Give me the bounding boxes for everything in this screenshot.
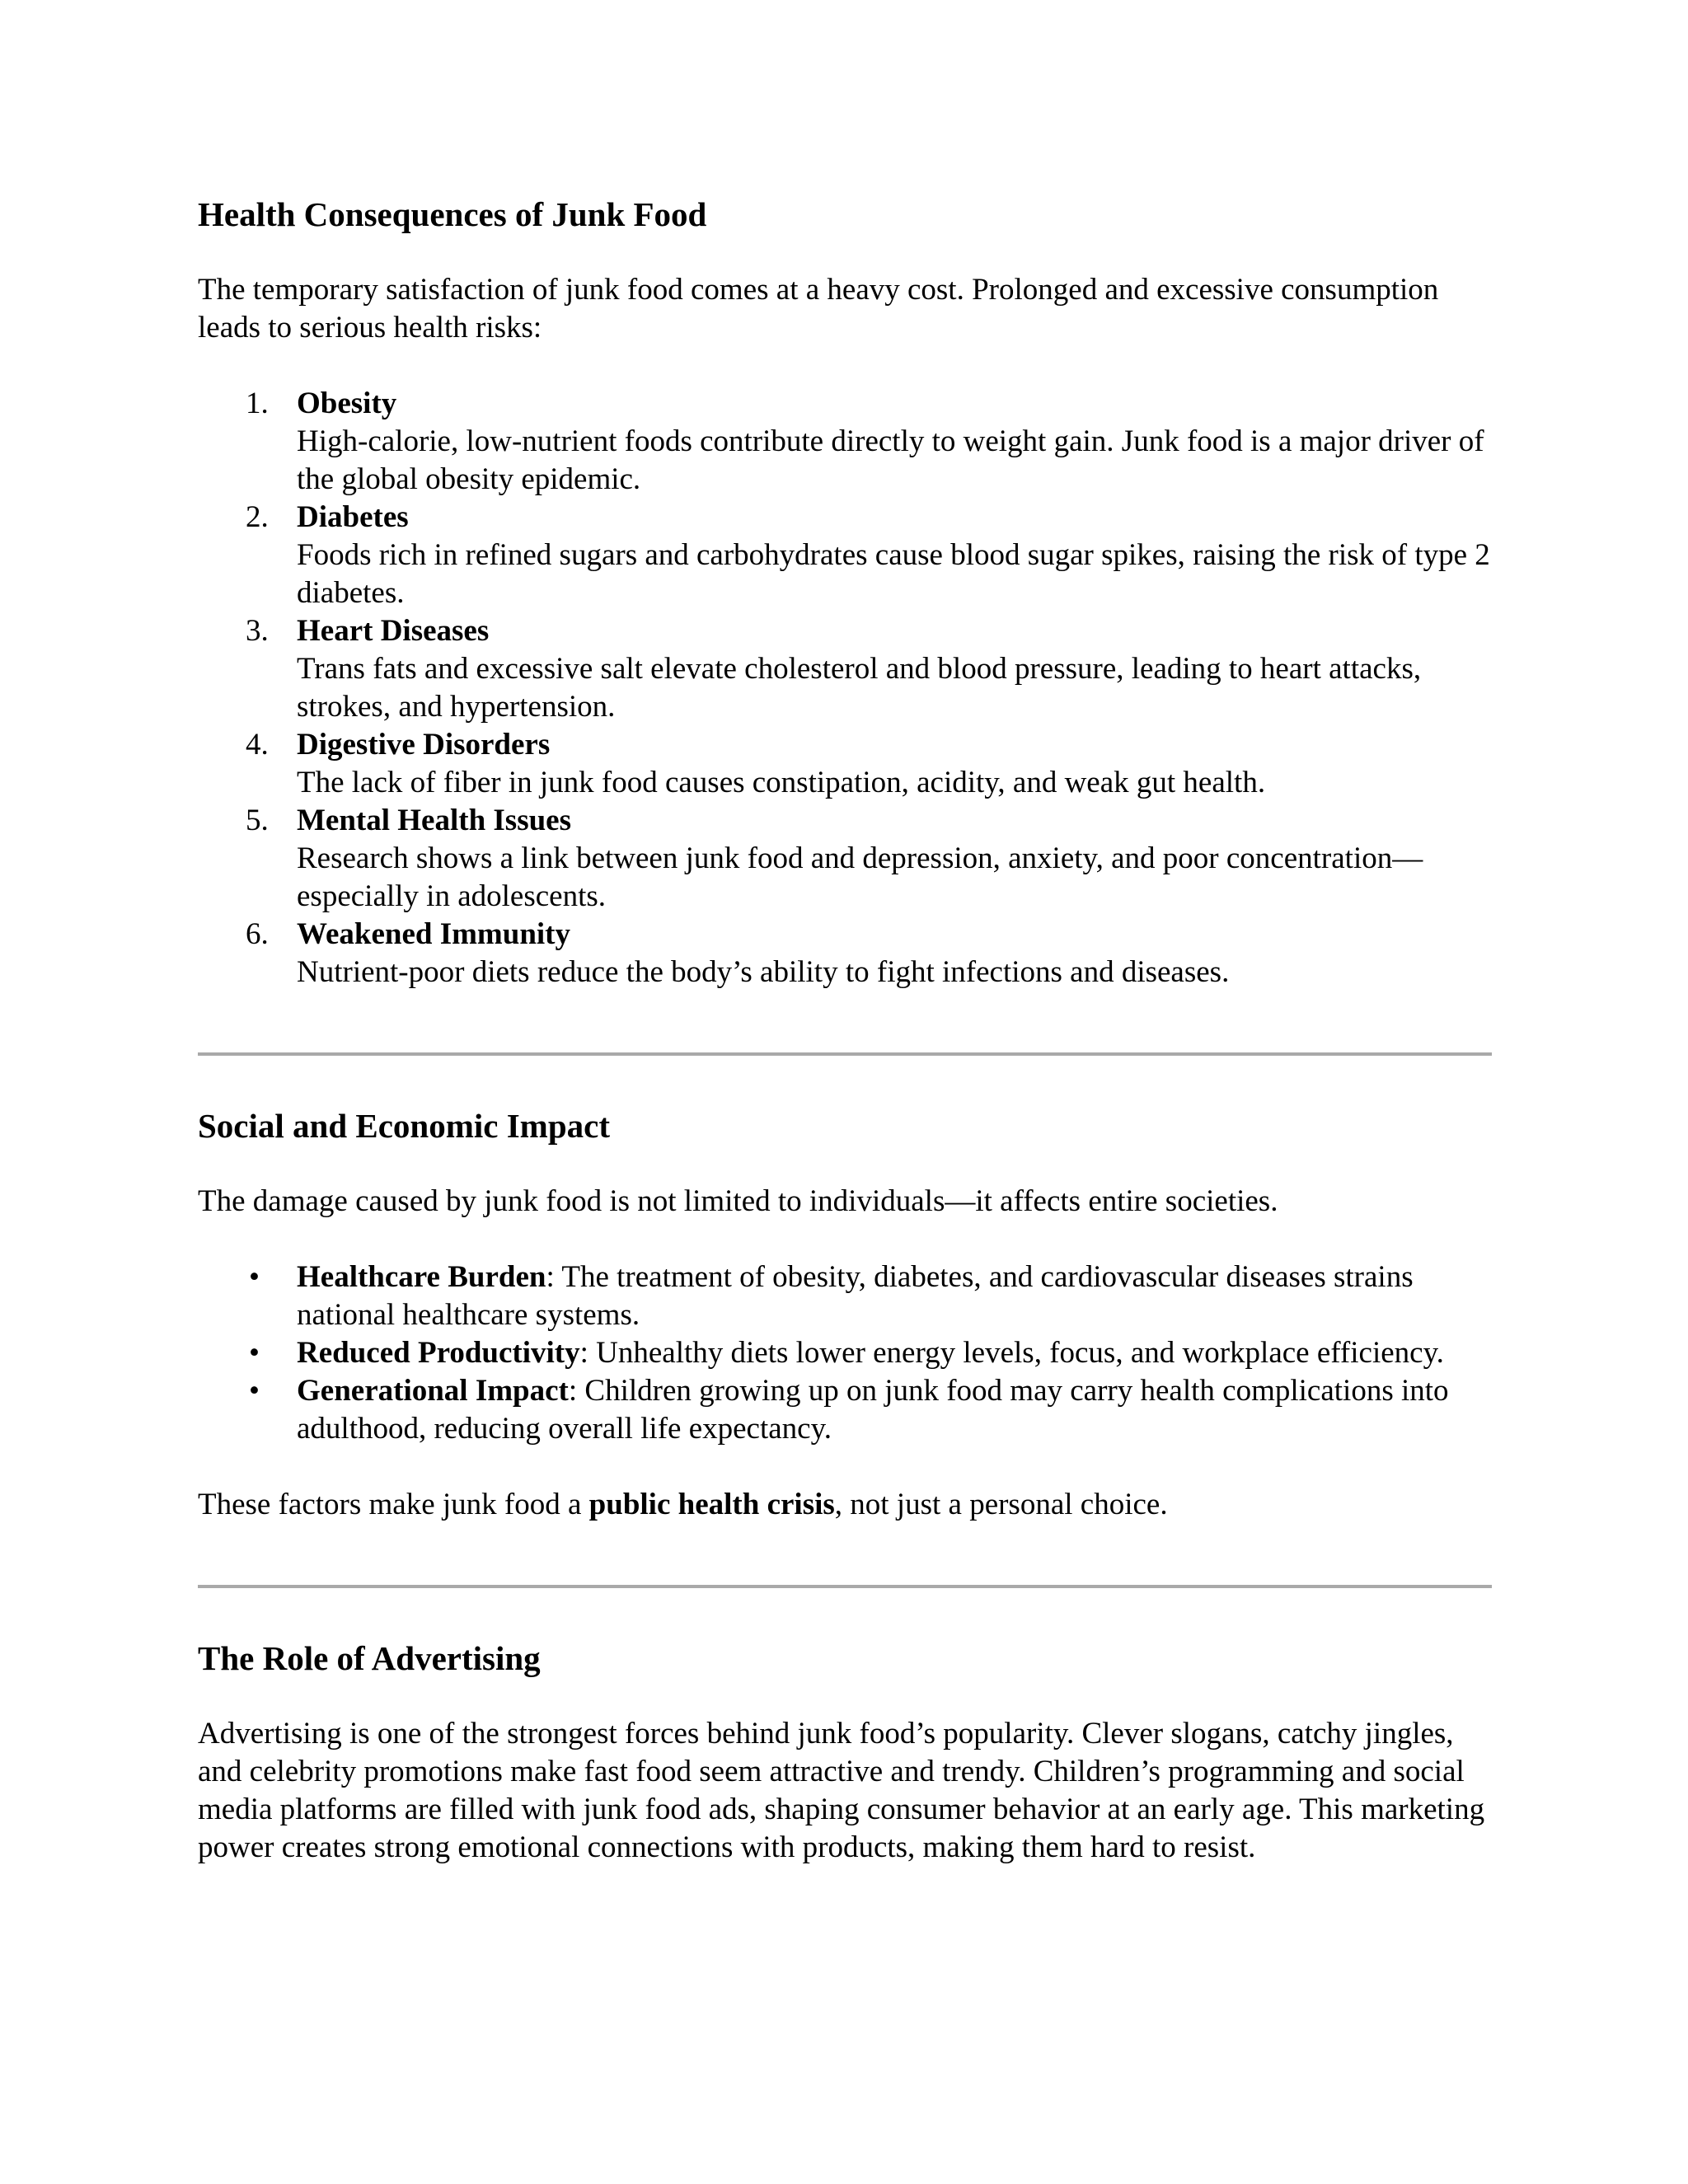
list-number: 4. <box>246 728 269 762</box>
list-item <box>198 499 1492 612</box>
list-item <box>198 802 1492 916</box>
list-item <box>198 385 1492 499</box>
item-title: Heart Diseases <box>297 614 490 648</box>
advertising-body: Advertising is one of the strongest forces behind junk food’s popularity. Clever slogans, catchy jingles, and celebrity promotions make fast food seem attractive and trendy. Children’s programming and social media platforms are filled with junk food ads, shaping consumer behavior at an early age. This marketing power creates strong emotional connections with products, making them hard to resist. <box>198 1717 1485 1864</box>
item-description: Research shows a link between junk food and depression, anxiety, and poor concentration—especially in adolescents. <box>297 841 1423 913</box>
item-term: Generational Impact <box>297 1374 569 1408</box>
item-description: Foods rich in refined sugars and carbohydrates cause blood sugar spikes, raising the risk of type 2 diabetes. <box>297 538 1490 610</box>
health-intro: The temporary satisfaction of junk food comes at a heavy cost. Prolonged and excessive consumption leads to serious health risks: <box>198 273 1439 344</box>
closing-emphasis: public health crisis <box>588 1488 835 1521</box>
item-text: : Children growing up on junk food may carry health complications into adulthood, reducing overall life expectancy. <box>297 1374 1449 1446</box>
social-closing <box>198 1486 1492 1524</box>
item-title: Weakened Immunity <box>297 917 571 951</box>
list-item <box>198 1372 1492 1448</box>
bullet-icon: • <box>249 1374 260 1408</box>
section-heading-social: Social and Economic Impact <box>198 1107 610 1145</box>
list-number: 3. <box>246 614 269 648</box>
section-heading-health: Health Consequences of Junk Food <box>198 195 707 233</box>
horizontal-divider <box>198 1585 1492 1588</box>
item-title: Obesity <box>297 387 397 420</box>
item-description: Trans fats and excessive salt elevate cholesterol and blood pressure, leading to heart attacks, strokes, and hypertension. <box>297 652 1422 724</box>
document-page <box>198 194 1492 1867</box>
bullet-icon: • <box>249 1336 260 1370</box>
horizontal-divider <box>198 1052 1492 1056</box>
list-item <box>198 916 1492 991</box>
closing-text-start: These factors make junk food a <box>198 1488 589 1521</box>
item-title: Diabetes <box>297 500 409 534</box>
health-risks-list <box>198 385 1492 991</box>
item-title: Mental Health Issues <box>297 804 571 837</box>
list-number: 2. <box>246 500 269 534</box>
item-text: : The treatment of obesity, diabetes, and cardiovascular diseases strains national healthcare systems. <box>297 1260 1414 1332</box>
list-item <box>198 1334 1492 1372</box>
list-item <box>198 726 1492 802</box>
list-number: 5. <box>246 804 269 837</box>
item-term: Reduced Productivity <box>297 1336 580 1370</box>
impact-bullet-list <box>198 1258 1492 1448</box>
item-text: : Unhealthy diets lower energy levels, focus, and workplace efficiency. <box>579 1336 1444 1370</box>
list-item <box>198 1258 1492 1334</box>
bullet-icon: • <box>249 1260 260 1294</box>
social-intro: The damage caused by junk food is not limited to individuals—it affects entire societies. <box>198 1184 1278 1218</box>
item-title: Digestive Disorders <box>297 728 551 762</box>
list-number: 6. <box>246 917 269 951</box>
item-description: High-calorie, low-nutrient foods contribute directly to weight gain. Junk food is a major driver of the global obesity epidemic. <box>297 424 1484 496</box>
closing-text-end: , not just a personal choice. <box>834 1488 1168 1521</box>
section-heading-advertising: The Role of Advertising <box>198 1639 541 1677</box>
list-item <box>198 612 1492 726</box>
item-description: The lack of fiber in junk food causes constipation, acidity, and weak gut health. <box>297 766 1266 799</box>
item-term: Healthcare Burden <box>297 1260 546 1294</box>
list-number: 1. <box>246 387 269 420</box>
item-description: Nutrient-poor diets reduce the body’s ability to fight infections and diseases. <box>297 955 1230 989</box>
